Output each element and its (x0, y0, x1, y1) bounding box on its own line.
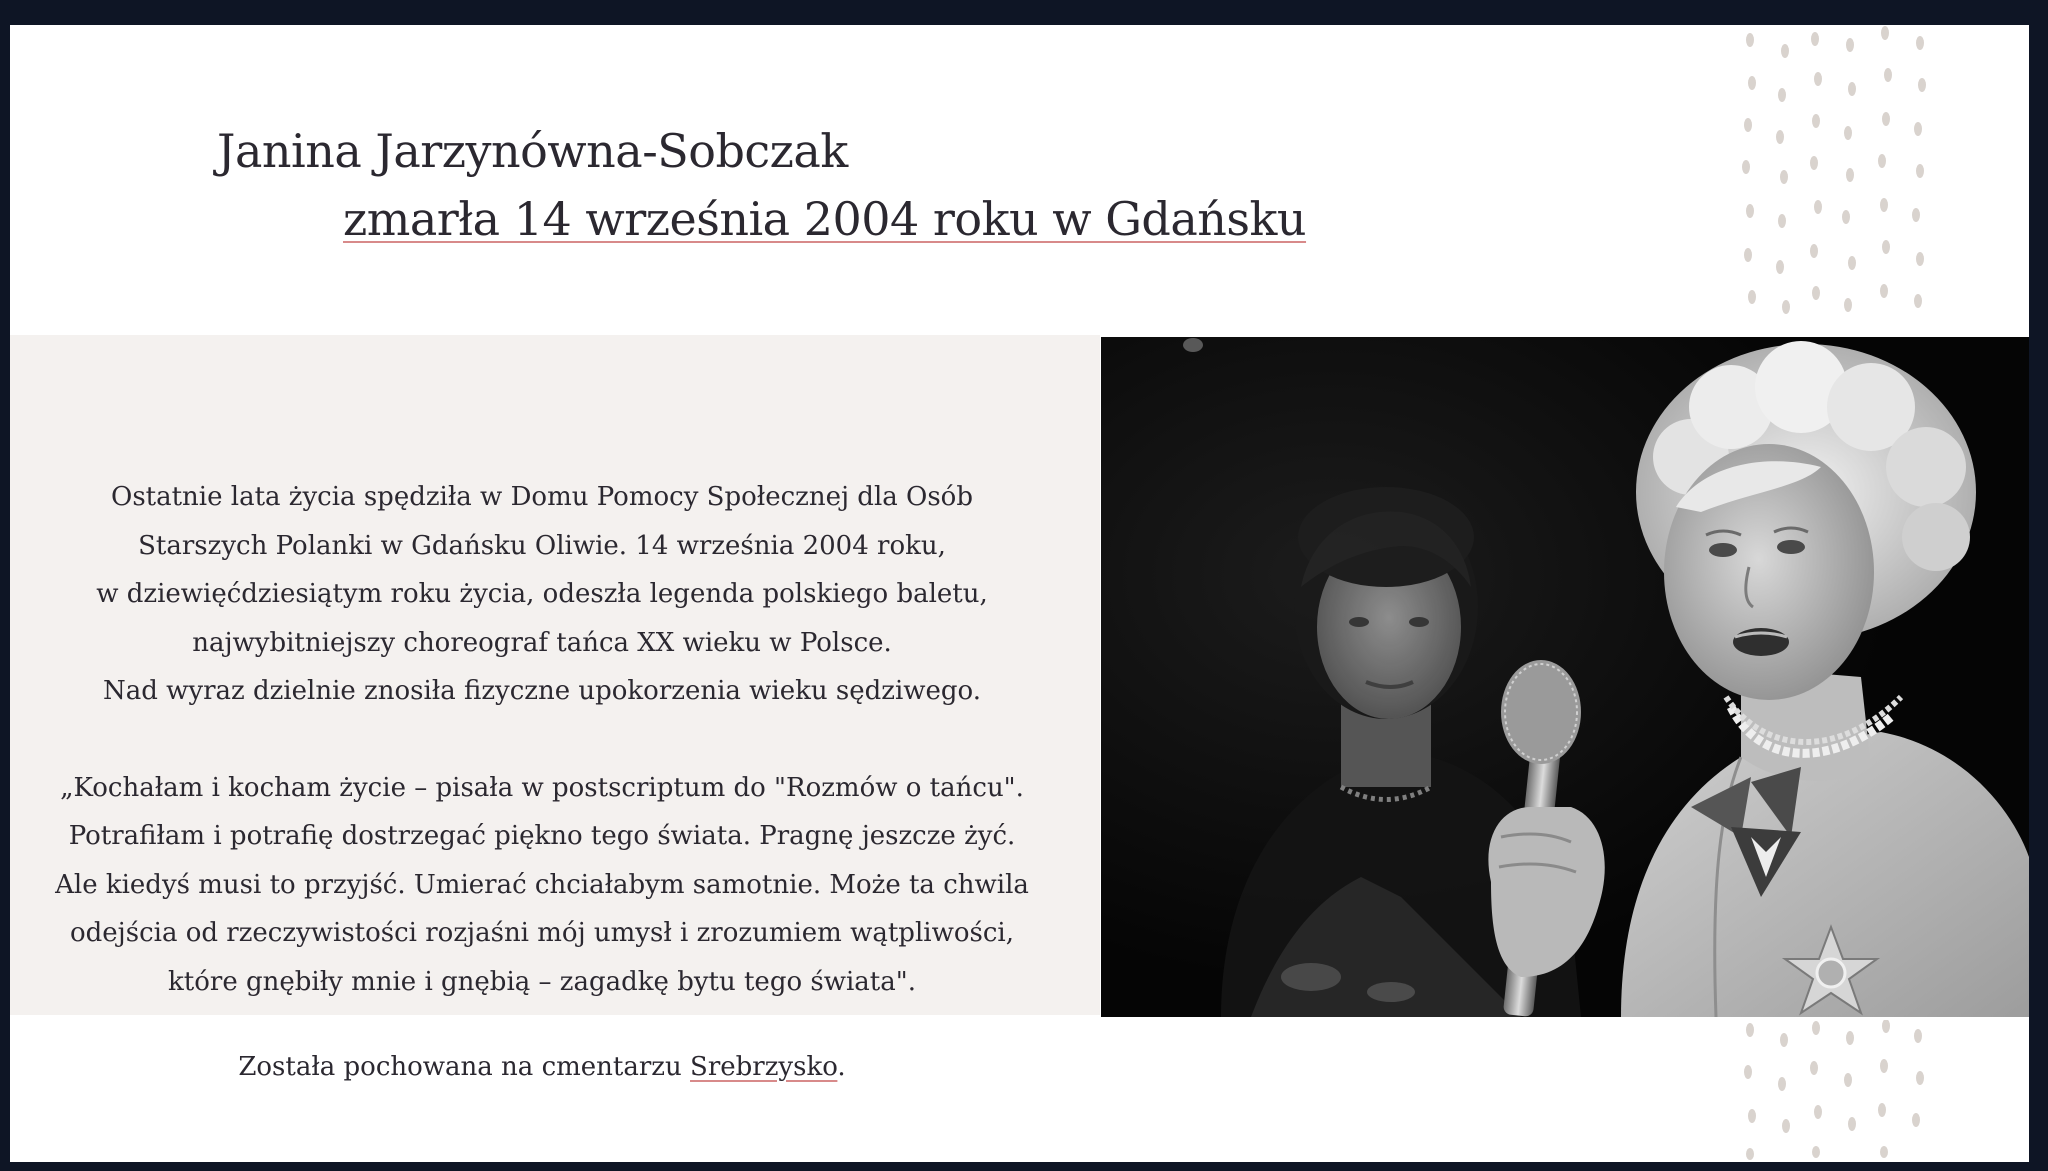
srebrzysko-link[interactable]: Srebrzysko (690, 1052, 838, 1082)
paragraph-gap (10, 716, 1074, 764)
biography-text (10, 473, 1074, 1006)
title-death-line: zmarła 14 września 2004 roku w Gdańsku (343, 192, 1307, 246)
decorative-dots-top (1710, 25, 1950, 335)
burial-suffix: . (837, 1052, 846, 1082)
quote-line: Potrafiłam i potrafię dostrzegać piękno tego świata. Pragnę jeszcze żyć. (68, 821, 1016, 851)
burial-line (10, 1047, 1074, 1087)
bio-line: Starszych Polanki w Gdańsku Oliwie. 14 września 2004 roku, (138, 530, 946, 561)
bio-line: najwybitniejszy choreograf tańca XX wieku w Polsce. (192, 627, 892, 658)
photo-illustration (1101, 337, 2029, 1017)
quote-line: odejścia od rzeczywistości rozjaśni mój umysł i zrozumiem wątpliwości, (70, 918, 1014, 948)
bio-line: Nad wyraz dzielnie znosiła fizyczne upokorzenia wieku sędziwego. (102, 676, 982, 706)
decorative-dots-bottom (1710, 1020, 1950, 1162)
page-title (217, 117, 1306, 253)
portrait-photo (1101, 337, 2029, 1017)
burial-prefix: Została pochowana na cmentarzu (238, 1052, 691, 1082)
title-name: Janina Jarzynówna-Sobczak (217, 124, 848, 178)
bio-line: w dziewięćdziesiątym roku życia, odeszła legenda polskiego baletu, (96, 579, 988, 609)
quote-line: „Kochałam i kocham życie – pisała w postscriptum do "Rozmów o tańcu". (60, 772, 1024, 803)
quote-line: Ale kiedyś musi to przyjść. Umierać chciałabym samotnie. Może ta chwila (55, 869, 1029, 900)
bio-line: Ostatnie lata życia spędziła w Domu Pomocy Społecznej dla Osób (111, 482, 973, 512)
slide (10, 25, 2029, 1162)
quote-line: które gnębiły mnie i gnębią – zagadkę bytu tego świata". (168, 966, 916, 997)
